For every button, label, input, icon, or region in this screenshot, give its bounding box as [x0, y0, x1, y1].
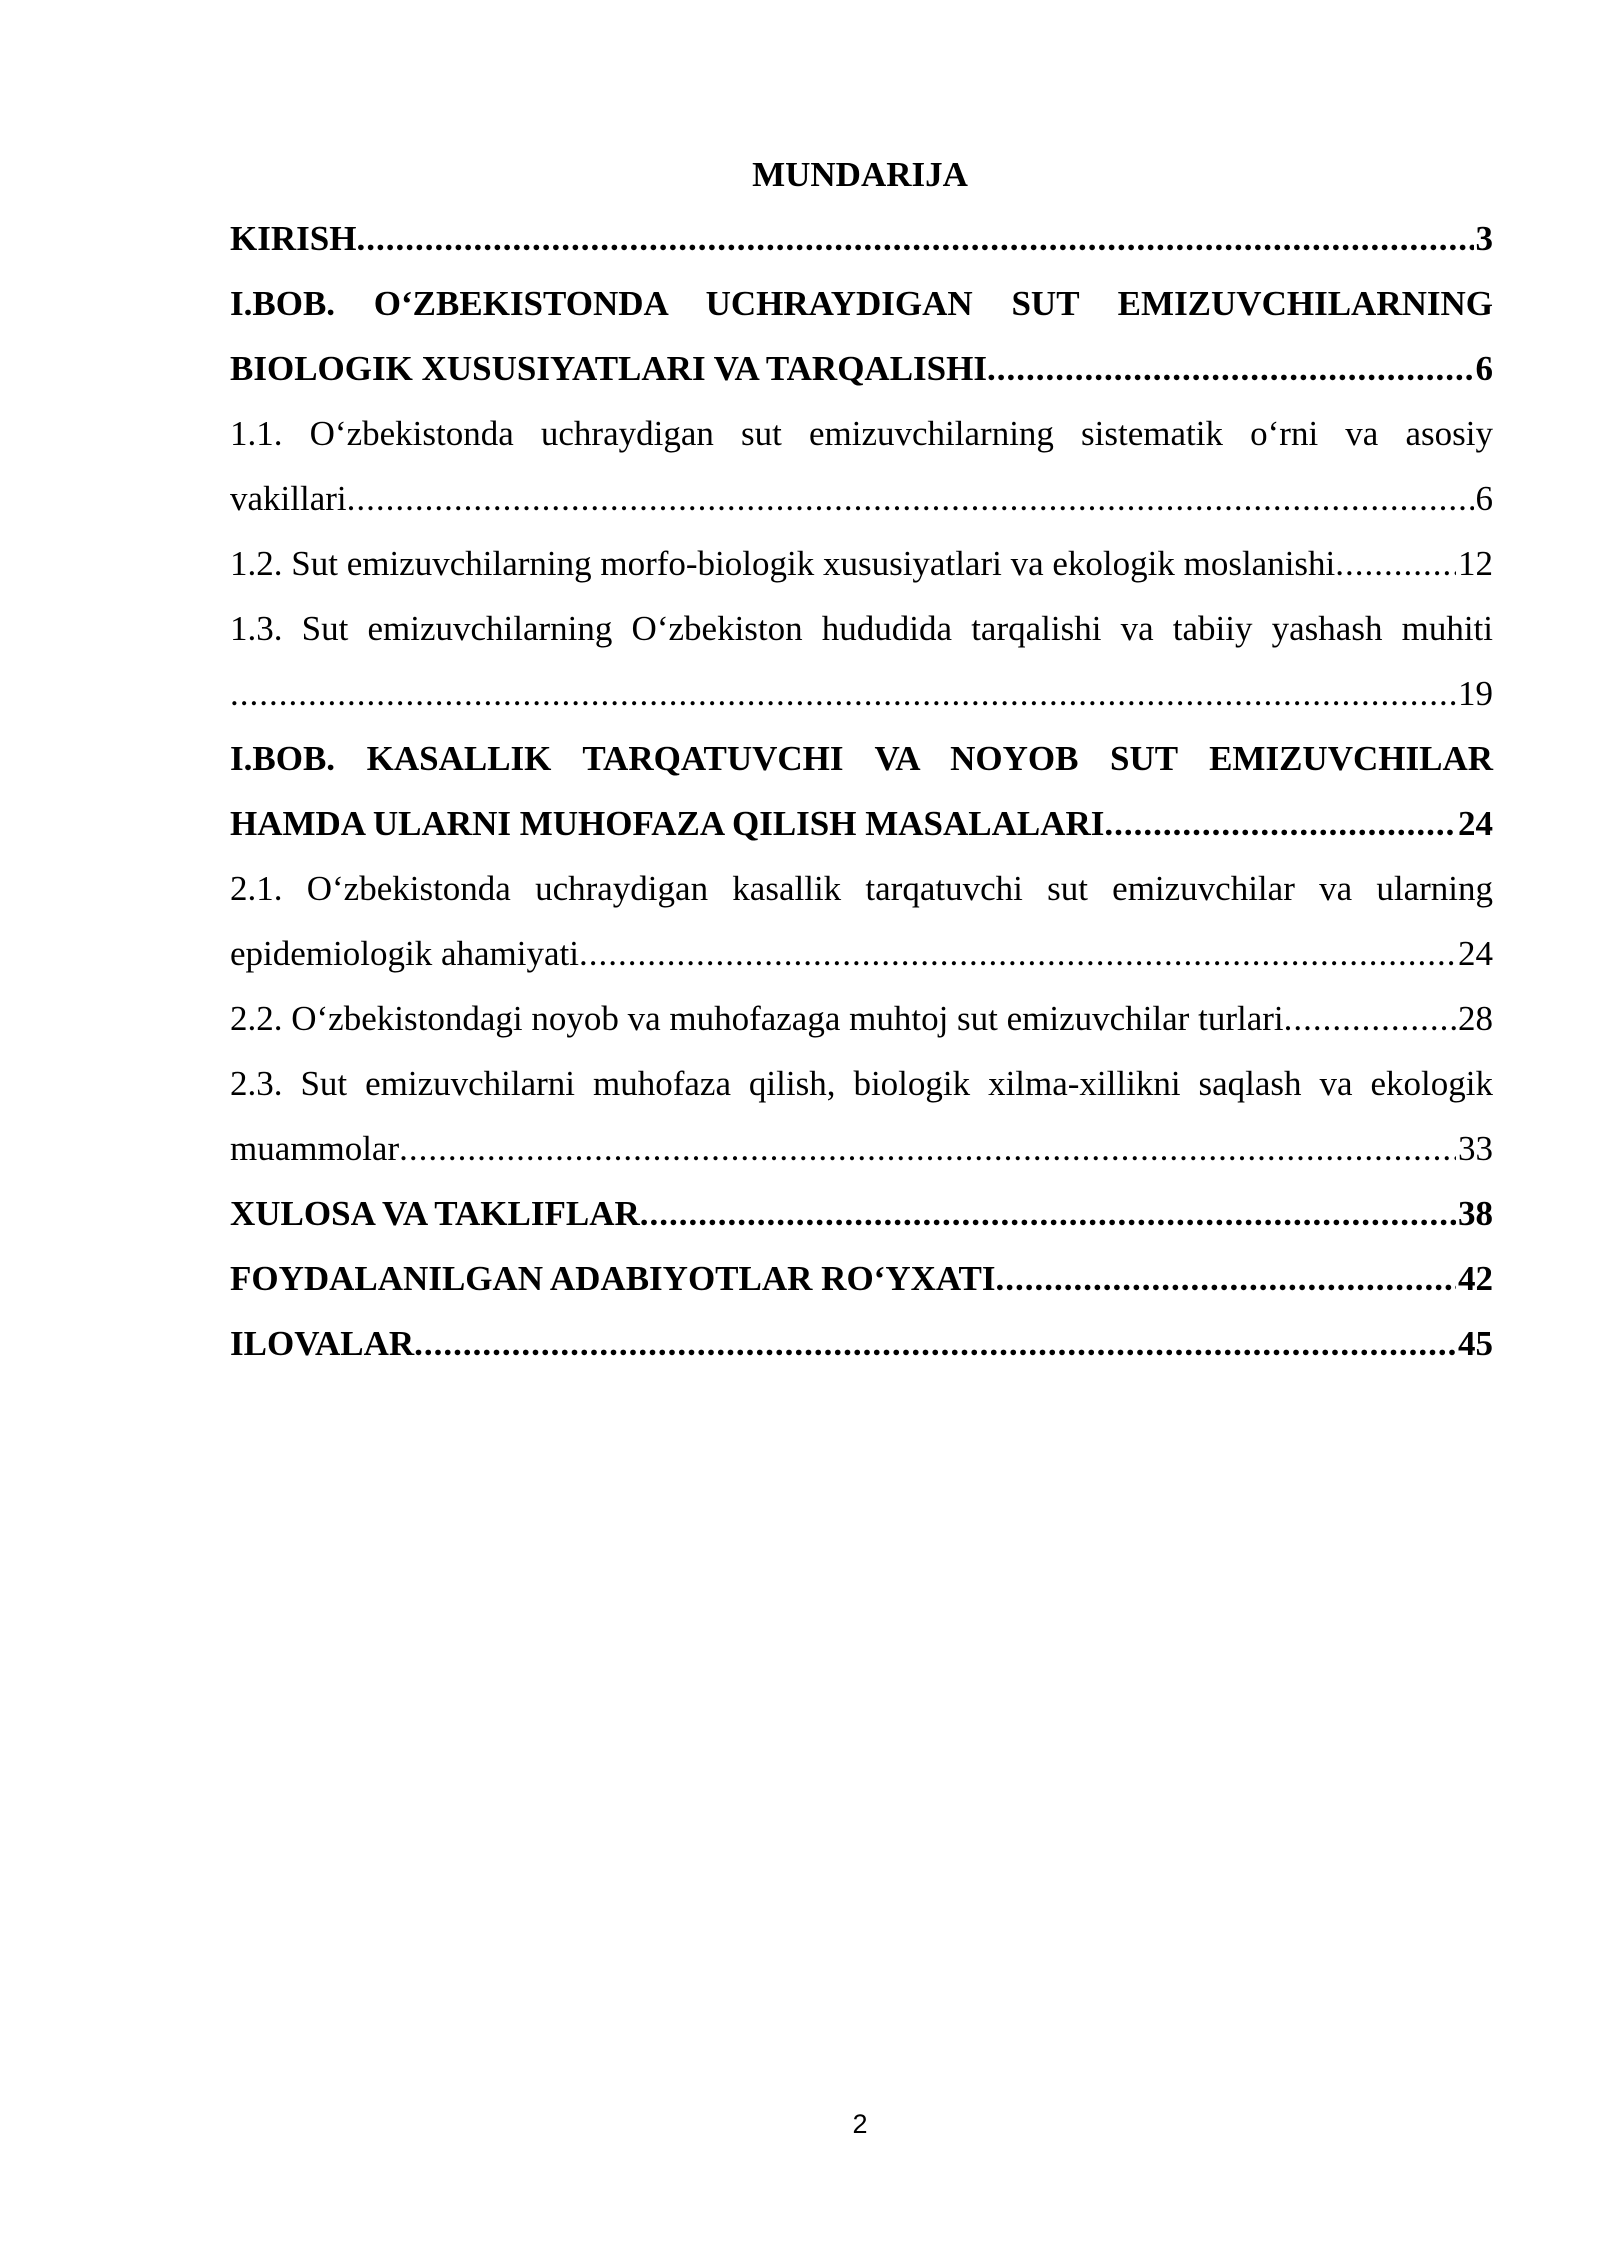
- dot-leader: [1335, 531, 1456, 596]
- toc-entry-line: [230, 1181, 1493, 1246]
- toc-entry-title: BIOLOGIK XUSUSIYATLARI VA TARQALISHI: [230, 349, 987, 388]
- toc-entry-line: [230, 336, 1493, 401]
- toc-entry-text: I.BOB. O‘ZBEKISTONDA UCHRAYDIGAN SUT EMIZUVCHILARNING: [230, 284, 1493, 323]
- dot-leader: [640, 1181, 1456, 1246]
- toc-entry-text: I.BOB. KASALLIK TARQATUVCHI VA NOYOB SUT EMIZUVCHILAR: [230, 739, 1493, 778]
- toc-entry-line: [230, 531, 1493, 596]
- toc-entry: [230, 1246, 1493, 1311]
- dot-leader: [987, 336, 1474, 401]
- toc-entry-title: ILOVALAR: [230, 1324, 415, 1363]
- toc-entry-page: 6: [1475, 479, 1493, 518]
- toc-entry: [230, 726, 1493, 856]
- toc-entry-text: 2.3. Sut emizuvchilarni muhofaza qilish, biologik xilma-xillikni saqlash va ekologik: [230, 1064, 1493, 1103]
- toc-entry-title: HAMDA ULARNI MUHOFAZA QILISH MASALALARI: [230, 804, 1105, 843]
- toc-entry-page: 24: [1458, 934, 1493, 973]
- toc-entry: [230, 1181, 1493, 1246]
- toc-entry-page: 28: [1458, 999, 1493, 1038]
- dot-leader: [996, 1246, 1456, 1311]
- toc-entry-title: XULOSA VA TAKLIFLAR: [230, 1194, 640, 1233]
- toc-entry: [230, 401, 1493, 531]
- toc-entry: [230, 271, 1493, 401]
- toc-entry-line: [230, 661, 1493, 726]
- toc-entry-page: 24: [1458, 804, 1493, 843]
- toc-heading: MUNDARIJA: [752, 155, 968, 194]
- toc-entry-page: 38: [1458, 1194, 1493, 1233]
- toc-entry-line: [230, 466, 1493, 531]
- toc-entry-line: [230, 1246, 1493, 1311]
- toc-entry-page: 12: [1458, 544, 1493, 583]
- toc-entry-line: [230, 986, 1493, 1051]
- toc-entry-page: 6: [1475, 349, 1493, 388]
- dot-leader: [1104, 791, 1456, 856]
- dot-leader: [414, 1311, 1456, 1376]
- toc-entry: [230, 1311, 1493, 1376]
- toc-entry-line: [230, 206, 1493, 271]
- dot-leader: [1284, 986, 1456, 1051]
- toc-entry-title: muammolar: [230, 1129, 400, 1168]
- toc-entry-text: 1.1. O‘zbekistonda uchraydigan sut emizuvchilarning sistematik o‘rni va asosiy: [230, 414, 1493, 453]
- toc-entry-line: [230, 1311, 1493, 1376]
- toc-entry: [230, 1051, 1493, 1181]
- toc-entry-line: [230, 1116, 1493, 1181]
- toc-entry: [230, 206, 1493, 271]
- toc-entry: [230, 596, 1493, 726]
- toc-entry-text: 1.3. Sut emizuvchilarning O‘zbekiston hududida tarqalishi va tabiiy yashash muhiti: [230, 609, 1493, 648]
- dot-leader: [579, 921, 1456, 986]
- toc-entry-title: 2.2. O‘zbekistondagi noyob va muhofazaga muhtoj sut emizuvchilar turlari: [230, 999, 1284, 1038]
- toc-entry-page: 45: [1458, 1324, 1493, 1363]
- toc-entry-page: 3: [1475, 219, 1493, 258]
- page-number: 2: [852, 2109, 868, 2139]
- toc-entry-line: [230, 791, 1493, 856]
- toc-entry-title: epidemiologik ahamiyati: [230, 934, 579, 973]
- dot-leader: [230, 661, 1456, 726]
- toc-entry-page: 42: [1458, 1259, 1493, 1298]
- dot-leader: [399, 1116, 1456, 1181]
- toc-entry-text: 2.1. O‘zbekistonda uchraydigan kasallik tarqatuvchi sut emizuvchilar va ularning: [230, 869, 1493, 908]
- toc-entry-title: KIRISH: [230, 219, 357, 258]
- table-of-contents: [230, 206, 1493, 1376]
- toc-entry-title: FOYDALANILGAN ADABIYOTLAR RO‘YXATI: [230, 1259, 996, 1298]
- toc-entry-page: 33: [1458, 1129, 1493, 1168]
- toc-entry-page: 19: [1458, 674, 1493, 713]
- toc-entry: [230, 856, 1493, 986]
- toc-entry: [230, 531, 1493, 596]
- toc-entry-title: 1.2. Sut emizuvchilarning morfo-biologik xususiyatlari va ekologik moslanishi: [230, 544, 1336, 583]
- toc-entry-line: [230, 921, 1493, 986]
- toc-entry: [230, 986, 1493, 1051]
- dot-leader: [356, 206, 1473, 271]
- dot-leader: [347, 466, 1474, 531]
- toc-entry-title: vakillari: [230, 479, 347, 518]
